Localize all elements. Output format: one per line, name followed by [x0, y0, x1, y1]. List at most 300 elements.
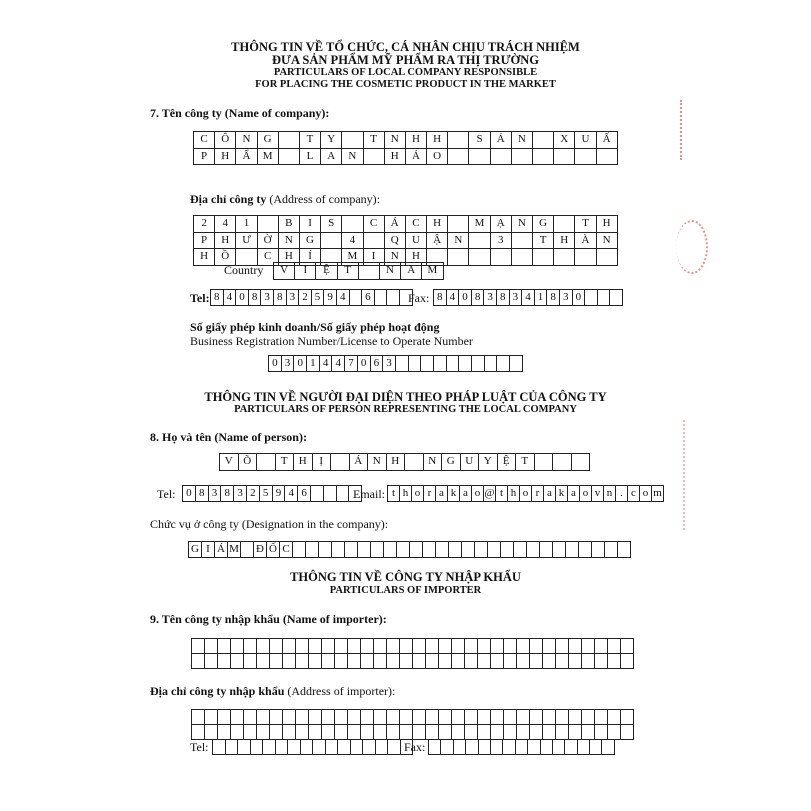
char-box[interactable]: S: [321, 216, 342, 233]
char-box[interactable]: [244, 710, 257, 725]
char-box[interactable]: I: [299, 216, 320, 233]
char-box[interactable]: [400, 725, 413, 740]
char-box[interactable]: [309, 710, 322, 725]
char-box[interactable]: [448, 249, 469, 266]
char-box[interactable]: G: [533, 216, 554, 233]
char-box[interactable]: [491, 654, 504, 669]
char-box[interactable]: 1: [534, 290, 547, 306]
char-box[interactable]: M: [257, 148, 278, 165]
char-box[interactable]: [205, 654, 218, 669]
char-box[interactable]: S: [469, 132, 490, 149]
char-box[interactable]: P: [194, 148, 215, 165]
char-box[interactable]: N: [448, 232, 469, 249]
char-box[interactable]: [596, 148, 617, 165]
char-box[interactable]: Õ: [238, 454, 257, 471]
char-box[interactable]: [331, 454, 350, 471]
char-box[interactable]: P: [194, 232, 215, 249]
char-box[interactable]: [462, 542, 475, 558]
char-box[interactable]: [413, 639, 426, 654]
char-box[interactable]: [621, 710, 634, 725]
char-box[interactable]: [413, 725, 426, 740]
char-box[interactable]: 3: [559, 290, 572, 306]
char-box[interactable]: [257, 654, 270, 669]
char-box[interactable]: [595, 639, 608, 654]
char-box[interactable]: [322, 639, 335, 654]
char-box[interactable]: V: [220, 454, 239, 471]
char-box[interactable]: [618, 542, 631, 558]
char-box[interactable]: [257, 454, 276, 471]
char-box[interactable]: [511, 232, 532, 249]
char-box[interactable]: [556, 725, 569, 740]
char-box[interactable]: [306, 542, 319, 558]
char-box[interactable]: [465, 725, 478, 740]
char-box[interactable]: @: [484, 486, 496, 502]
char-box[interactable]: [510, 356, 523, 372]
char-box[interactable]: [511, 148, 532, 165]
char-box[interactable]: [363, 232, 384, 249]
char-box[interactable]: T: [275, 454, 294, 471]
char-box[interactable]: [384, 542, 397, 558]
char-box[interactable]: [293, 542, 306, 558]
char-box[interactable]: C: [257, 249, 278, 266]
char-box[interactable]: [491, 725, 504, 740]
char-box[interactable]: M: [469, 216, 490, 233]
char-box[interactable]: [309, 639, 322, 654]
char-box[interactable]: [488, 542, 501, 558]
char-box[interactable]: 0: [236, 290, 249, 306]
char-box[interactable]: [540, 542, 553, 558]
char-box[interactable]: I: [363, 249, 384, 266]
char-box[interactable]: T: [516, 454, 535, 471]
char-box[interactable]: I: [202, 542, 215, 558]
char-box[interactable]: [309, 654, 322, 669]
char-box[interactable]: [225, 740, 238, 755]
char-box[interactable]: r: [532, 486, 544, 502]
char-box[interactable]: 4: [332, 356, 345, 372]
char-box[interactable]: [533, 132, 554, 149]
char-box[interactable]: [582, 639, 595, 654]
char-box[interactable]: [569, 639, 582, 654]
char-box[interactable]: Ư: [236, 232, 257, 249]
char-box[interactable]: [348, 725, 361, 740]
char-box[interactable]: Ị: [312, 454, 331, 471]
char-box[interactable]: Y: [479, 454, 498, 471]
char-box[interactable]: 5: [259, 486, 272, 502]
char-box[interactable]: Đ: [254, 542, 267, 558]
char-box[interactable]: 3: [490, 232, 511, 249]
char-box[interactable]: [218, 710, 231, 725]
char-box[interactable]: [433, 356, 446, 372]
char-box[interactable]: [387, 725, 400, 740]
char-box[interactable]: [213, 740, 226, 755]
company-name-grid-table[interactable]: [193, 131, 618, 165]
char-box[interactable]: [395, 356, 408, 372]
char-box[interactable]: [465, 654, 478, 669]
char-box[interactable]: À: [575, 232, 596, 249]
char-box[interactable]: U: [575, 132, 596, 149]
char-box[interactable]: H: [427, 216, 448, 233]
char-box[interactable]: [283, 639, 296, 654]
char-box[interactable]: [278, 132, 299, 149]
char-box[interactable]: [319, 542, 332, 558]
char-box[interactable]: r: [424, 486, 436, 502]
char-box[interactable]: [348, 710, 361, 725]
char-box[interactable]: [192, 710, 205, 725]
char-box[interactable]: .: [616, 486, 628, 502]
char-box[interactable]: [459, 356, 472, 372]
char-box[interactable]: [257, 216, 278, 233]
char-box[interactable]: H: [554, 232, 575, 249]
char-box[interactable]: [345, 542, 358, 558]
char-box[interactable]: [283, 654, 296, 669]
char-box[interactable]: [408, 356, 421, 372]
char-box[interactable]: [338, 740, 351, 755]
char-box[interactable]: U: [405, 232, 426, 249]
person-tel-grid-table[interactable]: [182, 485, 362, 502]
char-box[interactable]: [575, 249, 596, 266]
char-box[interactable]: [478, 725, 491, 740]
char-box[interactable]: [543, 725, 556, 740]
char-box[interactable]: [439, 710, 452, 725]
char-box[interactable]: 9: [272, 486, 285, 502]
char-box[interactable]: [358, 542, 371, 558]
char-box[interactable]: [608, 639, 621, 654]
char-box[interactable]: Ô: [215, 132, 236, 149]
char-box[interactable]: [300, 740, 313, 755]
char-box[interactable]: [602, 740, 614, 755]
char-box[interactable]: [569, 654, 582, 669]
char-box[interactable]: [426, 654, 439, 669]
char-box[interactable]: [322, 725, 335, 740]
importer-address-grid-table[interactable]: [191, 709, 634, 740]
license-grid-table[interactable]: [268, 355, 523, 372]
char-box[interactable]: [400, 710, 413, 725]
char-box[interactable]: [350, 740, 363, 755]
char-box[interactable]: 4: [319, 356, 332, 372]
char-box[interactable]: [504, 725, 517, 740]
char-box[interactable]: [475, 542, 488, 558]
char-box[interactable]: [205, 639, 218, 654]
char-box[interactable]: [429, 740, 441, 755]
char-box[interactable]: Ệ: [316, 263, 337, 280]
char-box[interactable]: 4: [446, 290, 459, 306]
char-box[interactable]: [621, 654, 634, 669]
char-box[interactable]: 8: [221, 486, 234, 502]
char-box[interactable]: [426, 639, 439, 654]
char-box[interactable]: 3: [383, 356, 396, 372]
char-box[interactable]: [358, 263, 379, 280]
char-box[interactable]: [361, 654, 374, 669]
char-box[interactable]: [533, 249, 554, 266]
char-box[interactable]: U: [460, 454, 479, 471]
char-box[interactable]: [579, 542, 592, 558]
char-box[interactable]: k: [556, 486, 568, 502]
char-box[interactable]: Ả: [490, 132, 511, 149]
char-box[interactable]: [478, 740, 490, 755]
char-box[interactable]: [469, 232, 490, 249]
char-box[interactable]: [491, 710, 504, 725]
char-box[interactable]: Í: [299, 249, 320, 266]
company-address-grid-table[interactable]: [193, 215, 618, 266]
char-box[interactable]: 9: [324, 290, 337, 306]
char-box[interactable]: [313, 740, 326, 755]
char-box[interactable]: 0: [572, 290, 585, 306]
char-box[interactable]: [439, 654, 452, 669]
char-box[interactable]: [621, 639, 634, 654]
char-box[interactable]: 4: [342, 232, 363, 249]
char-box[interactable]: [503, 740, 515, 755]
char-box[interactable]: 8: [434, 290, 447, 306]
char-box[interactable]: 0: [357, 356, 370, 372]
char-box[interactable]: N: [278, 232, 299, 249]
char-box[interactable]: [582, 654, 595, 669]
designation-grid-table[interactable]: [188, 541, 631, 558]
char-box[interactable]: M: [422, 263, 443, 280]
importer-tel-grid-table[interactable]: [212, 739, 413, 755]
char-box[interactable]: 0: [183, 486, 196, 502]
char-box[interactable]: [465, 639, 478, 654]
char-box[interactable]: 8: [273, 290, 286, 306]
char-box[interactable]: 8: [195, 486, 208, 502]
char-box[interactable]: [554, 216, 575, 233]
char-box[interactable]: [335, 725, 348, 740]
char-box[interactable]: [446, 356, 459, 372]
char-box[interactable]: 3: [234, 486, 247, 502]
char-box[interactable]: M: [228, 542, 241, 558]
char-box[interactable]: [335, 654, 348, 669]
char-box[interactable]: [325, 740, 338, 755]
char-box[interactable]: [387, 290, 400, 306]
char-box[interactable]: [322, 654, 335, 669]
char-box[interactable]: [374, 710, 387, 725]
char-box[interactable]: [349, 290, 362, 306]
char-box[interactable]: A: [401, 263, 422, 280]
char-box[interactable]: [556, 710, 569, 725]
char-box[interactable]: [530, 725, 543, 740]
char-box[interactable]: [405, 454, 424, 471]
char-box[interactable]: 2: [246, 486, 259, 502]
char-box[interactable]: N: [379, 263, 400, 280]
char-box[interactable]: [490, 249, 511, 266]
char-box[interactable]: O: [427, 148, 448, 165]
char-box[interactable]: [426, 725, 439, 740]
char-box[interactable]: [436, 542, 449, 558]
char-box[interactable]: [413, 710, 426, 725]
char-box[interactable]: [595, 710, 608, 725]
char-box[interactable]: H: [384, 148, 405, 165]
char-box[interactable]: [270, 725, 283, 740]
char-box[interactable]: [565, 740, 577, 755]
char-box[interactable]: [361, 725, 374, 740]
char-box[interactable]: V: [274, 263, 295, 280]
char-box[interactable]: H: [427, 132, 448, 149]
char-box[interactable]: [296, 725, 309, 740]
char-box[interactable]: [426, 710, 439, 725]
company-tel-grid-table[interactable]: [210, 289, 413, 306]
char-box[interactable]: [530, 654, 543, 669]
char-box[interactable]: [556, 654, 569, 669]
char-box[interactable]: [257, 725, 270, 740]
char-box[interactable]: Ồ: [215, 249, 236, 266]
char-box[interactable]: [192, 725, 205, 740]
char-box[interactable]: Ố: [267, 542, 280, 558]
char-box[interactable]: H: [596, 216, 617, 233]
char-box[interactable]: [582, 725, 595, 740]
char-box[interactable]: [375, 740, 388, 755]
char-box[interactable]: 4: [522, 290, 535, 306]
char-box[interactable]: [231, 654, 244, 669]
char-box[interactable]: m: [652, 486, 664, 502]
char-box[interactable]: [263, 740, 276, 755]
char-box[interactable]: [478, 639, 491, 654]
char-box[interactable]: [278, 148, 299, 165]
char-box[interactable]: [205, 710, 218, 725]
char-box[interactable]: [275, 740, 288, 755]
char-box[interactable]: Á: [215, 542, 228, 558]
char-box[interactable]: Ờ: [257, 232, 278, 249]
char-box[interactable]: 6: [362, 290, 375, 306]
char-box[interactable]: [218, 654, 231, 669]
char-box[interactable]: o: [412, 486, 424, 502]
char-box[interactable]: [218, 639, 231, 654]
char-box[interactable]: [553, 542, 566, 558]
company-fax-grid-table[interactable]: [433, 289, 623, 306]
char-box[interactable]: [241, 542, 254, 558]
char-box[interactable]: [244, 639, 257, 654]
char-box[interactable]: o: [472, 486, 484, 502]
char-box[interactable]: [504, 654, 517, 669]
char-box[interactable]: N: [511, 216, 532, 233]
char-box[interactable]: Á: [349, 454, 368, 471]
char-box[interactable]: [413, 654, 426, 669]
char-box[interactable]: [387, 639, 400, 654]
char-box[interactable]: [335, 639, 348, 654]
char-box[interactable]: [231, 725, 244, 740]
char-box[interactable]: [533, 148, 554, 165]
char-box[interactable]: [543, 710, 556, 725]
char-box[interactable]: [283, 725, 296, 740]
char-box[interactable]: Ẩ: [236, 148, 257, 165]
char-box[interactable]: 1: [307, 356, 320, 372]
char-box[interactable]: 3: [281, 356, 294, 372]
char-box[interactable]: [596, 249, 617, 266]
char-box[interactable]: h: [400, 486, 412, 502]
char-box[interactable]: [448, 148, 469, 165]
char-box[interactable]: [504, 710, 517, 725]
char-box[interactable]: [569, 725, 582, 740]
char-box[interactable]: [472, 356, 485, 372]
char-box[interactable]: [452, 725, 465, 740]
char-box[interactable]: a: [544, 486, 556, 502]
importer-fax-grid-table[interactable]: [428, 739, 615, 755]
char-box[interactable]: N: [368, 454, 387, 471]
char-box[interactable]: [296, 639, 309, 654]
char-box[interactable]: 3: [484, 290, 497, 306]
char-box[interactable]: 1: [236, 216, 257, 233]
char-box[interactable]: [270, 654, 283, 669]
char-box[interactable]: C: [363, 216, 384, 233]
char-box[interactable]: [608, 725, 621, 740]
char-box[interactable]: H: [294, 454, 313, 471]
char-box[interactable]: [342, 132, 363, 149]
char-box[interactable]: [192, 654, 205, 669]
char-box[interactable]: [244, 654, 257, 669]
char-box[interactable]: h: [508, 486, 520, 502]
char-box[interactable]: c: [628, 486, 640, 502]
char-box[interactable]: [448, 216, 469, 233]
char-box[interactable]: [585, 290, 598, 306]
char-box[interactable]: [238, 740, 251, 755]
char-box[interactable]: [321, 232, 342, 249]
char-box[interactable]: 4: [223, 290, 236, 306]
char-box[interactable]: [530, 710, 543, 725]
char-box[interactable]: T: [299, 132, 320, 149]
char-box[interactable]: X: [554, 132, 575, 149]
char-box[interactable]: 7: [345, 356, 358, 372]
char-box[interactable]: C: [405, 216, 426, 233]
char-box[interactable]: [423, 542, 436, 558]
char-box[interactable]: Á: [384, 216, 405, 233]
char-box[interactable]: M: [342, 249, 363, 266]
char-box[interactable]: [527, 542, 540, 558]
char-box[interactable]: Ả: [405, 148, 426, 165]
char-box[interactable]: 4: [285, 486, 298, 502]
char-box[interactable]: [582, 710, 595, 725]
char-box[interactable]: [363, 148, 384, 165]
char-box[interactable]: k: [448, 486, 460, 502]
char-box[interactable]: 2: [194, 216, 215, 233]
char-box[interactable]: [342, 216, 363, 233]
char-box[interactable]: [374, 290, 387, 306]
char-box[interactable]: [335, 710, 348, 725]
char-box[interactable]: [323, 486, 336, 502]
char-box[interactable]: [361, 639, 374, 654]
char-box[interactable]: [336, 486, 349, 502]
char-box[interactable]: H: [405, 132, 426, 149]
char-box[interactable]: [469, 148, 490, 165]
char-box[interactable]: a: [460, 486, 472, 502]
char-box[interactable]: [621, 725, 634, 740]
char-box[interactable]: H: [278, 249, 299, 266]
char-box[interactable]: 8: [471, 290, 484, 306]
char-box[interactable]: [439, 725, 452, 740]
char-box[interactable]: 0: [459, 290, 472, 306]
char-box[interactable]: B: [278, 216, 299, 233]
char-box[interactable]: [410, 542, 423, 558]
char-box[interactable]: [566, 542, 579, 558]
char-box[interactable]: [452, 654, 465, 669]
char-box[interactable]: [575, 148, 596, 165]
char-box[interactable]: [374, 639, 387, 654]
char-box[interactable]: [439, 639, 452, 654]
char-box[interactable]: t: [388, 486, 400, 502]
char-box[interactable]: [361, 710, 374, 725]
char-box[interactable]: [556, 639, 569, 654]
char-box[interactable]: [478, 654, 491, 669]
char-box[interactable]: [608, 654, 621, 669]
char-box[interactable]: H: [215, 232, 236, 249]
char-box[interactable]: N: [596, 232, 617, 249]
char-box[interactable]: [205, 725, 218, 740]
char-box[interactable]: Y: [321, 132, 342, 149]
char-box[interactable]: [244, 725, 257, 740]
char-box[interactable]: [490, 148, 511, 165]
char-box[interactable]: 0: [269, 356, 282, 372]
char-box[interactable]: 6: [370, 356, 383, 372]
char-box[interactable]: 2: [299, 290, 312, 306]
char-box[interactable]: [231, 639, 244, 654]
char-box[interactable]: [421, 356, 434, 372]
